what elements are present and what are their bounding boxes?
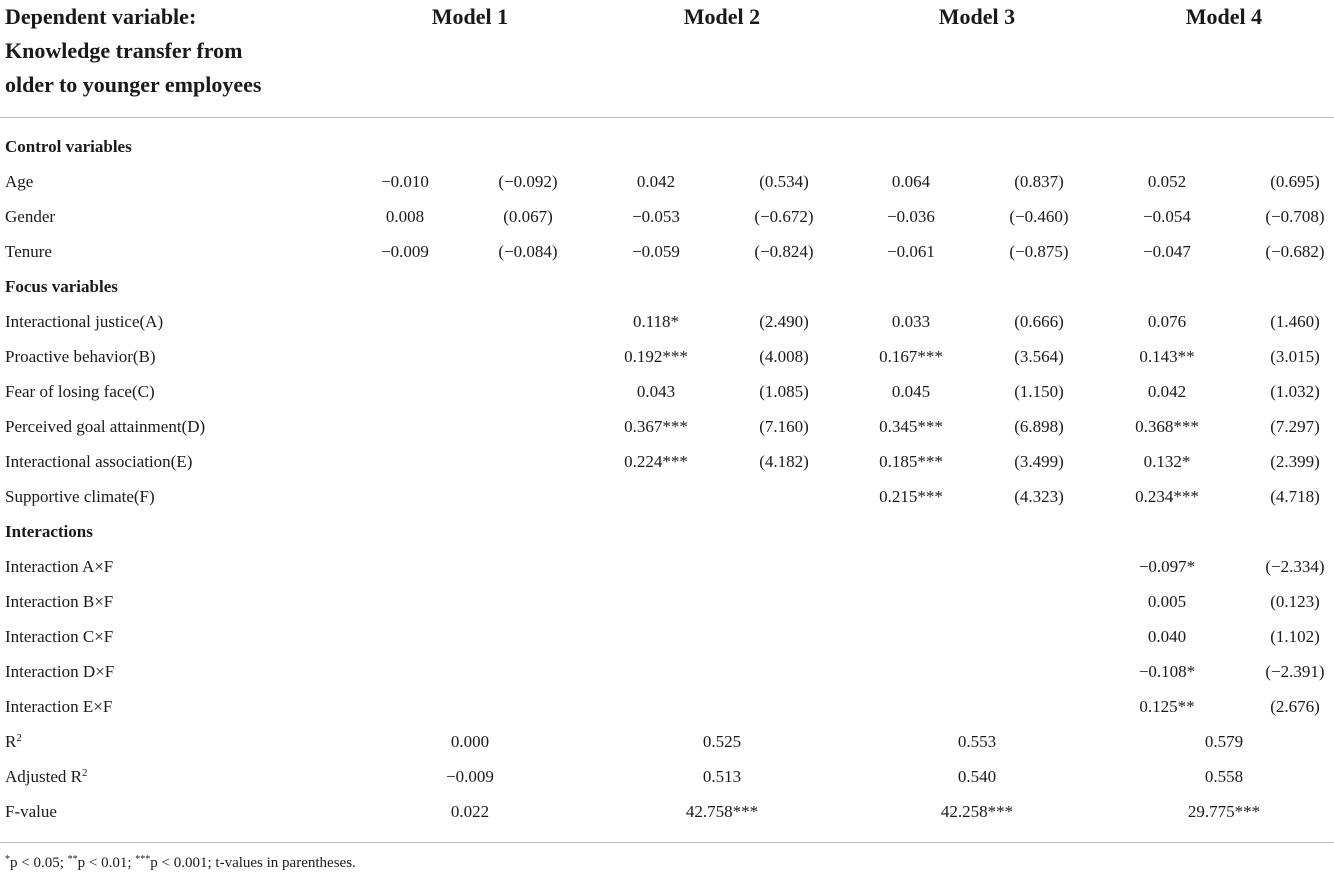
t-value-cell: (2.676) (1270, 697, 1320, 716)
coefficient-cell: 0.064 (891, 172, 931, 191)
row-label (5, 724, 22, 759)
row-label (5, 549, 113, 584)
t-value-cell: (2.399) (1270, 452, 1320, 471)
t-value-cell: (3.499) (1014, 452, 1064, 471)
table-row (0, 479, 1334, 514)
row-label-text: Tenure (5, 242, 52, 261)
model-fit-row (0, 759, 1334, 794)
model-2-heading: Model 2 (683, 4, 761, 29)
dependent-variable-heading (5, 0, 365, 102)
t-value-cell: (−2.334) (1265, 557, 1325, 576)
coefficient-cell: −0.036 (887, 207, 935, 226)
table-row (0, 689, 1334, 724)
row-label-text: Interactions (5, 522, 93, 541)
coefficient-cell: 0.005 (1147, 592, 1187, 611)
coefficient-cell: 0.040 (1147, 627, 1187, 646)
t-value-cell: (3.015) (1270, 347, 1320, 366)
t-value-cell: (−0.084) (498, 242, 558, 261)
coefficient-cell: 0.368*** (1135, 417, 1199, 436)
t-value-cell: (0.837) (1014, 172, 1064, 191)
model-4-fit-value: 29.775*** (1187, 802, 1261, 821)
section-label (5, 269, 118, 304)
row-label-text: Interaction C×F (5, 627, 114, 646)
t-value-cell: (−0.682) (1265, 242, 1325, 261)
model-1-heading: Model 1 (431, 4, 509, 29)
section-label (5, 129, 132, 164)
section-header-row (0, 514, 1334, 549)
row-label (5, 654, 114, 689)
row-label-text: Interaction B×F (5, 592, 114, 611)
row-label-text: Interaction A×F (5, 557, 114, 576)
coefficient-cell: −0.054 (1143, 207, 1191, 226)
t-value-cell: (7.297) (1270, 417, 1320, 436)
row-label-text: Focus variables (5, 277, 118, 296)
row-label (5, 689, 112, 724)
t-value-cell: (1.085) (759, 382, 809, 401)
table-row (0, 549, 1334, 584)
t-value-cell: (0.123) (1270, 592, 1320, 611)
row-label (5, 164, 33, 199)
t-value-cell: (4.182) (759, 452, 809, 471)
coefficient-cell: 0.042 (636, 172, 676, 191)
model-fit-row (0, 724, 1334, 759)
t-value-cell: (1.032) (1270, 382, 1320, 401)
footnote-text-1: p < 0.05; (10, 855, 68, 871)
row-label (5, 584, 113, 619)
row-label-text: Proactive behavior(B) (5, 347, 156, 366)
row-label-text: Fear of losing face(C) (5, 382, 155, 401)
t-value-cell: (−0.092) (498, 172, 558, 191)
row-label-text: Gender (5, 207, 56, 226)
table-row (0, 339, 1334, 374)
row-label-text: Interaction E×F (5, 697, 113, 716)
coefficient-cell: −0.047 (1143, 242, 1191, 261)
coefficient-cell: 0.125** (1139, 697, 1195, 716)
coefficient-cell: 0.076 (1147, 312, 1187, 331)
coefficient-cell: 0.043 (636, 382, 676, 401)
model-2-fit-value: 0.513 (702, 767, 742, 786)
model-3-fit-value: 0.553 (957, 732, 997, 751)
row-label-text: Adjusted R (5, 767, 82, 786)
t-value-cell: (0.067) (503, 207, 553, 226)
table-row (0, 584, 1334, 619)
table-row (0, 409, 1334, 444)
table-row (0, 444, 1334, 479)
row-label (5, 619, 113, 654)
coefficient-cell: 0.033 (891, 312, 931, 331)
t-value-cell: (1.102) (1270, 627, 1320, 646)
row-label (5, 234, 52, 269)
row-label (5, 444, 192, 479)
coefficient-cell: −0.010 (381, 172, 429, 191)
dv-line-3: older to younger employees (5, 72, 262, 97)
coefficient-cell: 0.167*** (879, 347, 943, 366)
table-row (0, 199, 1334, 234)
table-row (0, 619, 1334, 654)
coefficient-cell: 0.052 (1147, 172, 1187, 191)
footnote-sig-1: * (5, 854, 10, 865)
row-label (5, 409, 205, 444)
t-value-cell: (2.490) (759, 312, 809, 331)
coefficient-cell: 0.132* (1143, 452, 1191, 471)
t-value-cell: (1.460) (1270, 312, 1320, 331)
coefficient-cell: 0.367*** (624, 417, 688, 436)
row-label-text: Perceived goal attainment(D) (5, 417, 206, 436)
row-label-text: Interaction D×F (5, 662, 115, 681)
coefficient-cell: 0.192*** (624, 347, 688, 366)
header-divider (0, 117, 1334, 118)
dv-line-2: Knowledge transfer from (5, 38, 243, 63)
table-row (0, 374, 1334, 409)
footnote-sig-2: ** (67, 854, 78, 865)
row-label (5, 304, 163, 339)
row-label-text: Supportive climate(F) (5, 487, 155, 506)
model-4-heading: Model 4 (1185, 4, 1263, 29)
t-value-cell: (0.666) (1014, 312, 1064, 331)
t-value-cell: (4.008) (759, 347, 809, 366)
coefficient-cell: 0.224*** (624, 452, 688, 471)
coefficient-cell: 0.185*** (879, 452, 943, 471)
coefficient-cell: −0.053 (632, 207, 680, 226)
t-value-cell: (0.695) (1270, 172, 1320, 191)
row-label (5, 199, 55, 234)
coefficient-cell: −0.059 (632, 242, 680, 261)
t-value-cell: (6.898) (1014, 417, 1064, 436)
table-row (0, 164, 1334, 199)
row-label-superscript: 2 (81, 767, 88, 779)
table-row (0, 234, 1334, 269)
model-3-fit-value: 42.258*** (940, 802, 1014, 821)
coefficient-cell: 0.045 (891, 382, 931, 401)
section-header-row (0, 129, 1334, 164)
row-label-text: Interactional association(E) (5, 452, 193, 471)
row-label-text: F-value (5, 802, 57, 821)
row-label-text: R (5, 732, 17, 751)
model-3-heading: Model 3 (938, 4, 1016, 29)
table-row (0, 654, 1334, 689)
coefficient-cell: −0.061 (887, 242, 935, 261)
row-label (5, 794, 57, 829)
section-header-row (0, 269, 1334, 304)
dv-line-1: Dependent variable: (5, 4, 197, 29)
t-value-cell: (4.718) (1270, 487, 1320, 506)
model-2-fit-value: 0.525 (702, 732, 742, 751)
section-label (5, 514, 93, 549)
coefficient-cell: 0.118* (632, 312, 680, 331)
footnote-text-3: p < 0.001; t-values in parentheses. (150, 855, 356, 871)
model-2-fit-value: 42.758*** (685, 802, 759, 821)
t-value-cell: (−0.824) (754, 242, 814, 261)
table-footnote (5, 850, 356, 876)
row-label (5, 339, 156, 374)
t-value-cell: (4.323) (1014, 487, 1064, 506)
model-fit-row (0, 794, 1334, 829)
coefficient-cell: 0.215*** (879, 487, 943, 506)
t-value-cell: (1.150) (1014, 382, 1064, 401)
t-value-cell: (−2.391) (1265, 662, 1325, 681)
coefficient-cell: −0.108* (1138, 662, 1196, 681)
coefficient-cell: −0.009 (381, 242, 429, 261)
table-row (0, 304, 1334, 339)
footnote-sig-3: *** (135, 854, 151, 865)
row-label (5, 374, 155, 409)
table-bottom-divider (0, 842, 1334, 843)
t-value-cell: (−0.460) (1009, 207, 1069, 226)
row-label-text: Control variables (5, 137, 132, 156)
coefficient-cell: 0.008 (385, 207, 425, 226)
t-value-cell: (−0.708) (1265, 207, 1325, 226)
coefficient-cell: 0.143** (1139, 347, 1195, 366)
t-value-cell: (0.534) (759, 172, 809, 191)
model-4-fit-value: 0.558 (1204, 767, 1244, 786)
model-4-fit-value: 0.579 (1204, 732, 1244, 751)
coefficient-cell: −0.097* (1138, 557, 1196, 576)
row-label-text: Interactional justice(A) (5, 312, 164, 331)
coefficient-cell: 0.042 (1147, 382, 1187, 401)
t-value-cell: (−0.875) (1009, 242, 1069, 261)
t-value-cell: (3.564) (1014, 347, 1064, 366)
row-label-superscript: 2 (16, 732, 22, 744)
model-1-fit-value: −0.009 (446, 767, 494, 786)
coefficient-cell: 0.234*** (1135, 487, 1199, 506)
coefficient-cell: 0.345*** (879, 417, 943, 436)
model-1-fit-value: 0.000 (450, 732, 490, 751)
row-label-text: Age (5, 172, 34, 191)
footnote-text-2: p < 0.01; (77, 855, 136, 871)
model-3-fit-value: 0.540 (957, 767, 997, 786)
t-value-cell: (7.160) (759, 417, 809, 436)
row-label (5, 479, 155, 514)
row-label (5, 759, 87, 794)
t-value-cell: (−0.672) (754, 207, 814, 226)
model-1-fit-value: 0.022 (450, 802, 490, 821)
